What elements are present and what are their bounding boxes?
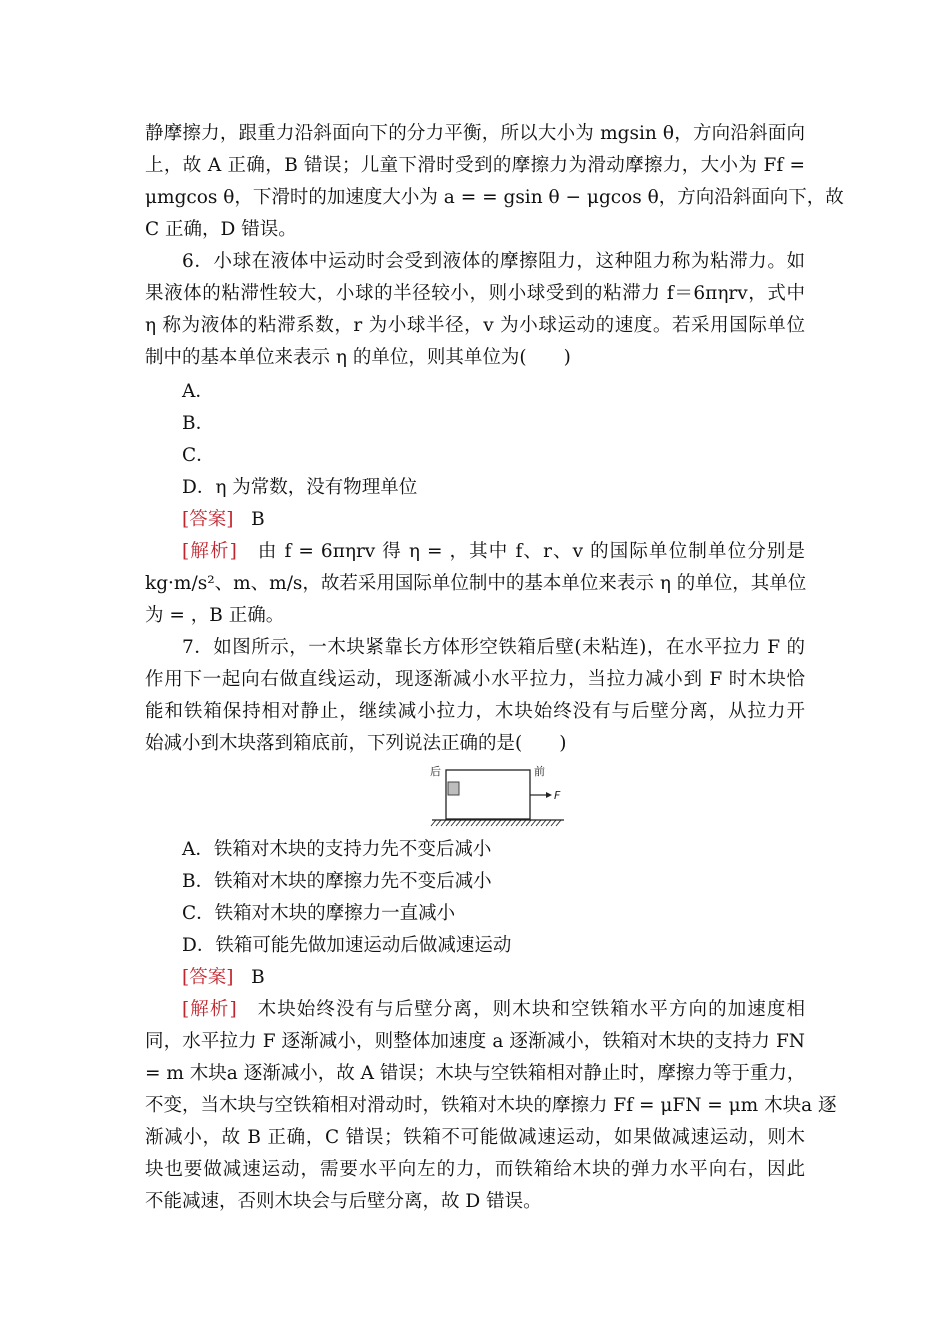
ground-hatch-mark [481, 820, 486, 826]
ground-hatch-mark [551, 820, 556, 826]
ground-hatch-mark [456, 820, 461, 826]
ground-hatch-mark [511, 820, 516, 826]
q6-option-b: B． [182, 413, 215, 434]
q6-stem-line-1: 6．小球在液体中运动时会受到液体的摩擦阻力，这种阻力称为粘滞力。如 [182, 251, 805, 272]
q7-analysis-tag: [解析] [182, 999, 237, 1020]
ground-hatch-mark [541, 820, 546, 826]
q7-analysis-text-1: 木块始终没有与后壁分离，则木块和空铁箱水平方向的加速度相 [257, 999, 805, 1020]
q7-option-b: B．铁箱对木块的摩擦力先不变后减小 [182, 871, 492, 892]
ground-hatch-mark [531, 820, 536, 826]
ground-hatch-mark [506, 820, 511, 826]
q6-analysis-line-1 [182, 540, 805, 564]
intro-line-4: C 正确，D 错误。 [145, 219, 297, 240]
q6-stem-line-2: 果液体的粘滞性较大，小球的半径较小，则小球受到的粘滞力 f＝6πηrv，式中 [145, 283, 805, 304]
q7-stem-line-4: 始减小到木块落到箱底前，下列说法正确的是( ) [145, 733, 567, 754]
ground-hatch-mark [496, 820, 501, 826]
q7-answer [182, 966, 842, 990]
figure-force-label: F [554, 789, 561, 802]
figure-back-label: 后 [430, 765, 441, 778]
q6-stem-line-3: η 称为液体的粘滞系数，r 为小球半径，v 为小球运动的速度。若采用国际单位 [145, 315, 805, 336]
box-figure [428, 762, 568, 828]
q6-answer-tag: [答案] [182, 509, 234, 530]
q7-answer-tag: [答案] [182, 967, 234, 988]
ground-hatch-mark [521, 820, 526, 826]
ground-hatch-mark [436, 820, 441, 826]
q6-analysis-tag: [解析] [182, 541, 237, 562]
ground-hatch-mark [516, 820, 521, 826]
force-arrow-head-icon [546, 792, 552, 798]
q7-option-c: C．铁箱对木块的摩擦力一直减小 [182, 903, 456, 924]
q7-option-d: D．铁箱可能先做加速运动后做减速运动 [182, 935, 512, 956]
q7-analysis-line-7: 不能减速，否则木块会与后壁分离，故 D 错误。 [145, 1191, 542, 1212]
q6-option-c: C． [182, 445, 215, 466]
intro-line-2: 上，故 A 正确，B 错误；儿童下滑时受到的摩擦力为滑动摩擦力，大小为 Ff = [145, 155, 805, 176]
figure-front-label: 前 [534, 765, 545, 778]
ground-hatch-mark [476, 820, 481, 826]
q7-analysis-line-4: 不变，当木块与空铁箱相对滑动时，铁箱对木块的摩擦力 Ff = μFN = μm 木块a 逐 [145, 1095, 837, 1116]
ground-hatching [431, 820, 561, 826]
q6-option-d: D．η 为常数，没有物理单位 [182, 477, 418, 498]
q6-answer-value: B [251, 509, 265, 530]
q7-option-a: A．铁箱对木块的支持力先不变后减小 [182, 839, 492, 860]
intro-line-1: 静摩擦力，跟重力沿斜面向下的分力平衡，所以大小为 mgsin θ，方向沿斜面向 [145, 123, 805, 144]
ground-hatch-mark [556, 820, 561, 826]
ground-hatch-mark [526, 820, 531, 826]
ground-hatch-mark [441, 820, 446, 826]
q6-analysis-text-1: 由 f = 6πηrv 得 η = ，其中 f、r、v 的国际单位制单位分别是 [257, 541, 805, 562]
ground-hatch-mark [451, 820, 456, 826]
q6-stem-line-4: 制中的基本单位来表示 η 的单位，则其单位为( ) [145, 347, 571, 368]
q7-analysis-line-6: 块也要做减速运动，需要水平向左的力，而铁箱给木块的弹力水平向右，因此 [145, 1159, 805, 1180]
q7-stem-line-2: 作用下一起向右做直线运动，现逐渐减小水平拉力，当拉力减小到 F 时木块恰 [145, 669, 805, 690]
q7-analysis-line-2: 同，水平拉力 F 逐渐减小，则整体加速度 a 逐渐减小，铁箱对木块的支持力 FN [145, 1031, 805, 1052]
q7-analysis-line-5: 渐减小，故 B 正确，C 错误；铁箱不可能做减速运动，如果做减速运动，则木 [145, 1127, 805, 1148]
ground-hatch-mark [471, 820, 476, 826]
q6-answer [182, 508, 842, 532]
q6-option-a: A． [182, 381, 214, 402]
ground-hatch-mark [446, 820, 451, 826]
q7-stem-line-3: 能和铁箱保持相对静止，继续减小拉力，木块始终没有与后壁分离，从拉力开 [145, 701, 805, 722]
ground-hatch-mark [546, 820, 551, 826]
q6-analysis-line-3: 为 = ，B 正确。 [145, 605, 285, 626]
q7-analysis-line-3: = m 木块a 逐渐减小，故 A 错误；木块与空铁箱相对静止时，摩擦力等于重力， [145, 1063, 806, 1084]
q7-stem-line-1: 7．如图所示，一木块紧靠长方体形空铁箱后壁(未粘连)，在水平拉力 F 的 [182, 637, 805, 658]
q7-analysis-line-1 [182, 998, 805, 1022]
ground-hatch-mark [431, 820, 436, 826]
q6-analysis-line-2: kg·m/s²、m、m/s，故若采用国际单位制中的基本单位来表示 η 的单位，其单位 [145, 573, 807, 594]
intro-line-3: μmgcos θ，下滑时的加速度大小为 a = = gsin θ − μgcos θ，方向沿斜面向下，故 [145, 187, 844, 208]
ground-hatch-mark [536, 820, 541, 826]
ground-hatch-mark [501, 820, 506, 826]
q7-answer-value: B [251, 967, 265, 988]
wood-block [448, 782, 459, 795]
ground-hatch-mark [491, 820, 496, 826]
ground-hatch-mark [466, 820, 471, 826]
ground-hatch-mark [461, 820, 466, 826]
ground-hatch-mark [486, 820, 491, 826]
